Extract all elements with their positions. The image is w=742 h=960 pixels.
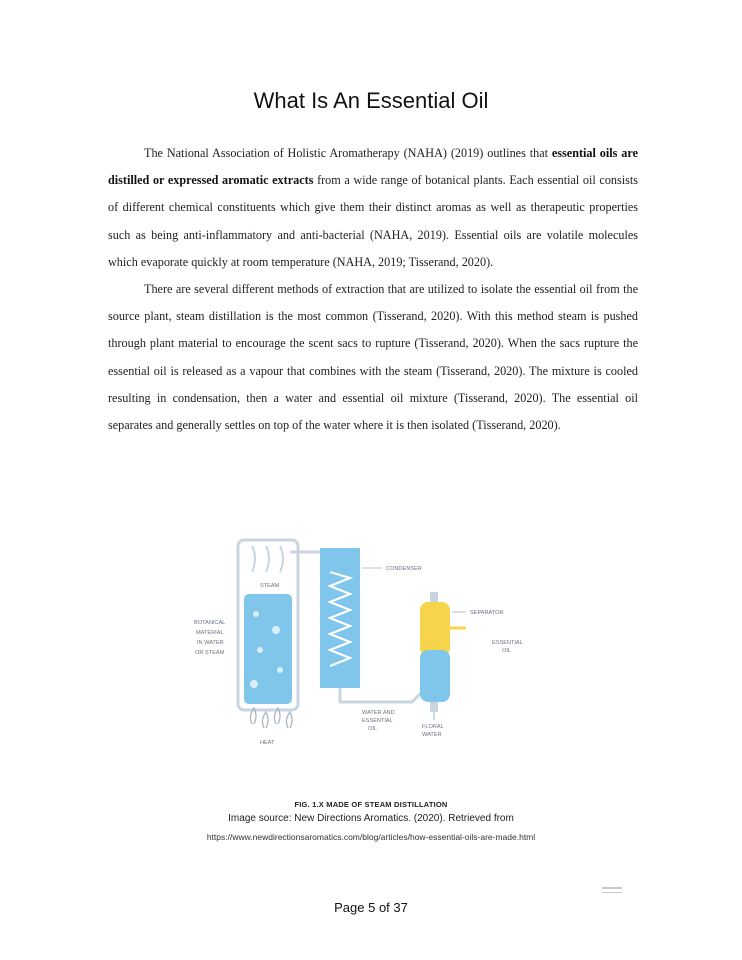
label-essential-oil-1: ESSENTIAL	[492, 640, 523, 646]
label-heat: HEAT	[260, 740, 275, 746]
botanical-chamber	[244, 594, 292, 704]
label-water-oil-2: ESSENTIAL	[362, 718, 393, 724]
paragraph-steam-distillation: There are several different methods of extraction that are utilized to isolate the essential oil from the source plant, steam distillation is the most common (Tisserand, 2020). With this method steam is pushed through plant material to encourage the scent sacs to rupture (Tisserand, 2020). When the sacs rupture the essential oil is released as a vapour that combines with the steam (Tisserand, 2020). The mixture is cooled resulting in condensation, then a water and essential oil mixture (Tisserand, 2020). The essential oil separates and generally settles on top of the water where it is then isolated (Tisserand, 2020).	[108, 282, 638, 433]
caption-source: Image source: New Directions Aromatics. (2020). Retrieved from	[228, 813, 514, 824]
label-floral-water-1: FLORAL	[422, 724, 444, 730]
caption-label: FIG. 1.X MADE OF STEAM DISTILLATION	[294, 800, 448, 809]
label-botanical-3: IN WATER	[197, 640, 224, 646]
paragraph-text: from a wide range of botanical plants. Each essential oil consists of different chemical constituents which give them their distinct aromas as well as therapeutic properties such as being anti-inflammatory and anti-bacterial (NAHA, 2019). Essential oils are volatile molecules which evaporate quickly at room temperature (NAHA, 2019; Tisserand, 2020).	[108, 173, 639, 269]
label-botanical-1: BOTANICAL	[194, 620, 226, 626]
separator-cap	[430, 592, 438, 602]
label-floral-water-2: WATER	[422, 732, 442, 738]
label-steam: STEAM	[260, 583, 280, 589]
paragraph-text: The National Association of Holistic Aromatherapy (NAHA) (2019) outlines that	[144, 146, 552, 160]
bold-definition: essential oils are distilled or expressed aromatic extracts	[108, 146, 638, 188]
diagram-svg	[190, 532, 550, 782]
label-botanical-4: OR STEAM	[195, 650, 225, 656]
separator-water-layer	[420, 650, 450, 702]
corner-mark-icon	[600, 884, 624, 898]
label-water-oil-1: WATER AND	[362, 710, 395, 716]
bubble	[250, 680, 258, 688]
bubble	[272, 626, 280, 634]
label-botanical-2: MATERIAL	[196, 630, 224, 636]
page-title: What Is An Essential Oil	[253, 88, 489, 113]
bubble	[277, 667, 283, 673]
page-number: Page 5 of 37	[334, 900, 408, 915]
bubble	[253, 611, 259, 617]
pipe	[340, 688, 422, 702]
label-essential-oil-2: OIL	[502, 648, 512, 654]
separator-drain	[430, 702, 438, 712]
paragraph-naha-definition	[108, 140, 638, 276]
label-water-oil-3: OIL	[368, 726, 378, 732]
caption-url-link[interactable]: https://www.newdirectionsaromatics.com/blog/articles/how-essential-oils-are-made.html	[206, 832, 536, 842]
condenser	[320, 548, 360, 688]
bubble	[257, 647, 263, 653]
steam-distillation-diagram	[190, 532, 550, 782]
figure-caption	[0, 800, 742, 842]
label-separator: SEPARATOR	[470, 610, 504, 616]
label-condenser: CONDENSER	[386, 566, 422, 572]
document-body	[108, 140, 638, 439]
separator-oil-layer	[420, 602, 450, 656]
